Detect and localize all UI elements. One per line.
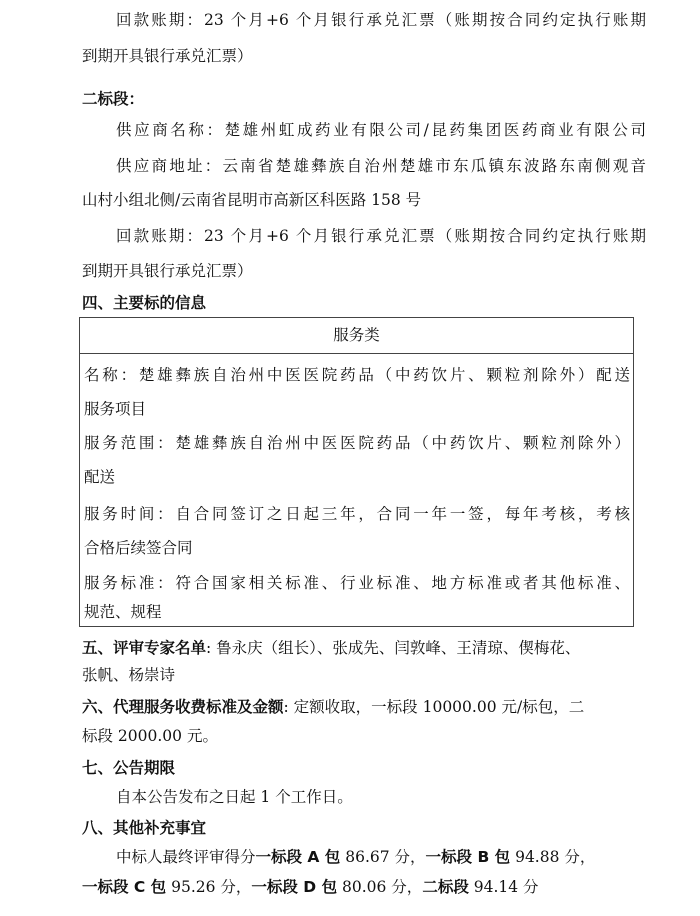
score-d-value: 80.06 分， bbox=[337, 878, 423, 896]
section6-line1 bbox=[82, 696, 646, 718]
service-name-line2: 服务项目 bbox=[84, 400, 147, 418]
score-b-value: 94.88 分， bbox=[510, 848, 596, 866]
score-lot2-value: 94.14 分 bbox=[468, 878, 539, 896]
score-d-label: 一标段 D 包 bbox=[251, 878, 338, 896]
lot1-payment-line1: 回款账期：23 个月+6 个月银行承兑汇票（账期按合同约定执行账期 bbox=[116, 11, 646, 29]
score-c-label: 一标段 C 包 bbox=[82, 878, 167, 896]
expert-names-line1: : 鲁永庆（组长）、张成先、闫敦峰、王清琼、偰梅花、 bbox=[206, 639, 581, 657]
expert-names-line2: 张帆、杨崇诗 bbox=[82, 666, 176, 684]
lot2-supplier-address-line2: 山村小组北侧/云南省昆明市高新区科医路 158 号 bbox=[82, 191, 422, 209]
scores-line2 bbox=[82, 876, 539, 898]
score-lot2-label: 二标段 bbox=[422, 878, 469, 896]
service-scope-line2: 配送 bbox=[84, 468, 116, 486]
lot2-supplier-address-line1: 供应商地址：云南省楚雄彝族自治州楚雄市东瓜镇东波路东南侧观音 bbox=[116, 157, 646, 175]
lot2-payment-line1: 回款账期：23 个月+6 个月银行承兑汇票（账期按合同约定执行账期 bbox=[116, 227, 646, 245]
score-a-label: 一标段 A 包 bbox=[255, 848, 341, 866]
service-name-line1: 名称：楚雄彝族自治州中医医院药品（中药饮片、颗粒剂除外）配送 bbox=[84, 366, 630, 384]
section4-heading: 四、主要标的信息 bbox=[82, 294, 207, 312]
table-header: 服务类 bbox=[80, 318, 633, 354]
service-standard-line1: 服务标准：符合国家相关标准、行业标准、地方标准或者其他标准、 bbox=[84, 574, 630, 592]
announcement-period-text: 自本公告发布之日起 1 个工作日。 bbox=[116, 788, 353, 806]
score-c-value: 95.26 分， bbox=[166, 878, 252, 896]
scores-line1 bbox=[116, 846, 595, 868]
score-b-label: 一标段 B 包 bbox=[425, 848, 511, 866]
score-prefix: 中标人最终评审得分 bbox=[116, 848, 256, 866]
fee-text-line1: : 定额收取，一标段 10000.00 元/标包，二 bbox=[283, 698, 585, 716]
score-a-value: 86.67 分， bbox=[340, 848, 426, 866]
section5-line1 bbox=[82, 637, 646, 659]
service-time-line2: 合格后续签合同 bbox=[84, 539, 193, 557]
section5-heading: 五、评审专家名单 bbox=[82, 639, 207, 657]
service-standard-line2: 规范、规程 bbox=[84, 603, 162, 621]
lot2-heading: 二标段： bbox=[82, 90, 145, 108]
section8-heading: 八、其他补充事宜 bbox=[82, 819, 207, 837]
lot2-supplier-name: 供应商名称：楚雄州虹成药业有限公司/昆药集团医药商业有限公司 bbox=[116, 121, 646, 139]
service-scope-line1: 服务范围：楚雄彝族自治州中医医院药品（中药饮片、颗粒剂除外） bbox=[84, 434, 630, 452]
lot1-payment-line2: 到期开具银行承兑汇票） bbox=[82, 47, 253, 65]
service-time-line1: 服务时间：自合同签订之日起三年，合同一年一签，每年考核，考核 bbox=[84, 505, 630, 523]
lot2-payment-line2: 到期开具银行承兑汇票） bbox=[82, 262, 253, 280]
section7-heading: 七、公告期限 bbox=[82, 759, 176, 777]
section6-heading: 六、代理服务收费标准及金额 bbox=[82, 698, 284, 716]
fee-text-line2: 标段 2000.00 元。 bbox=[82, 727, 218, 745]
main-subject-table bbox=[79, 317, 634, 627]
